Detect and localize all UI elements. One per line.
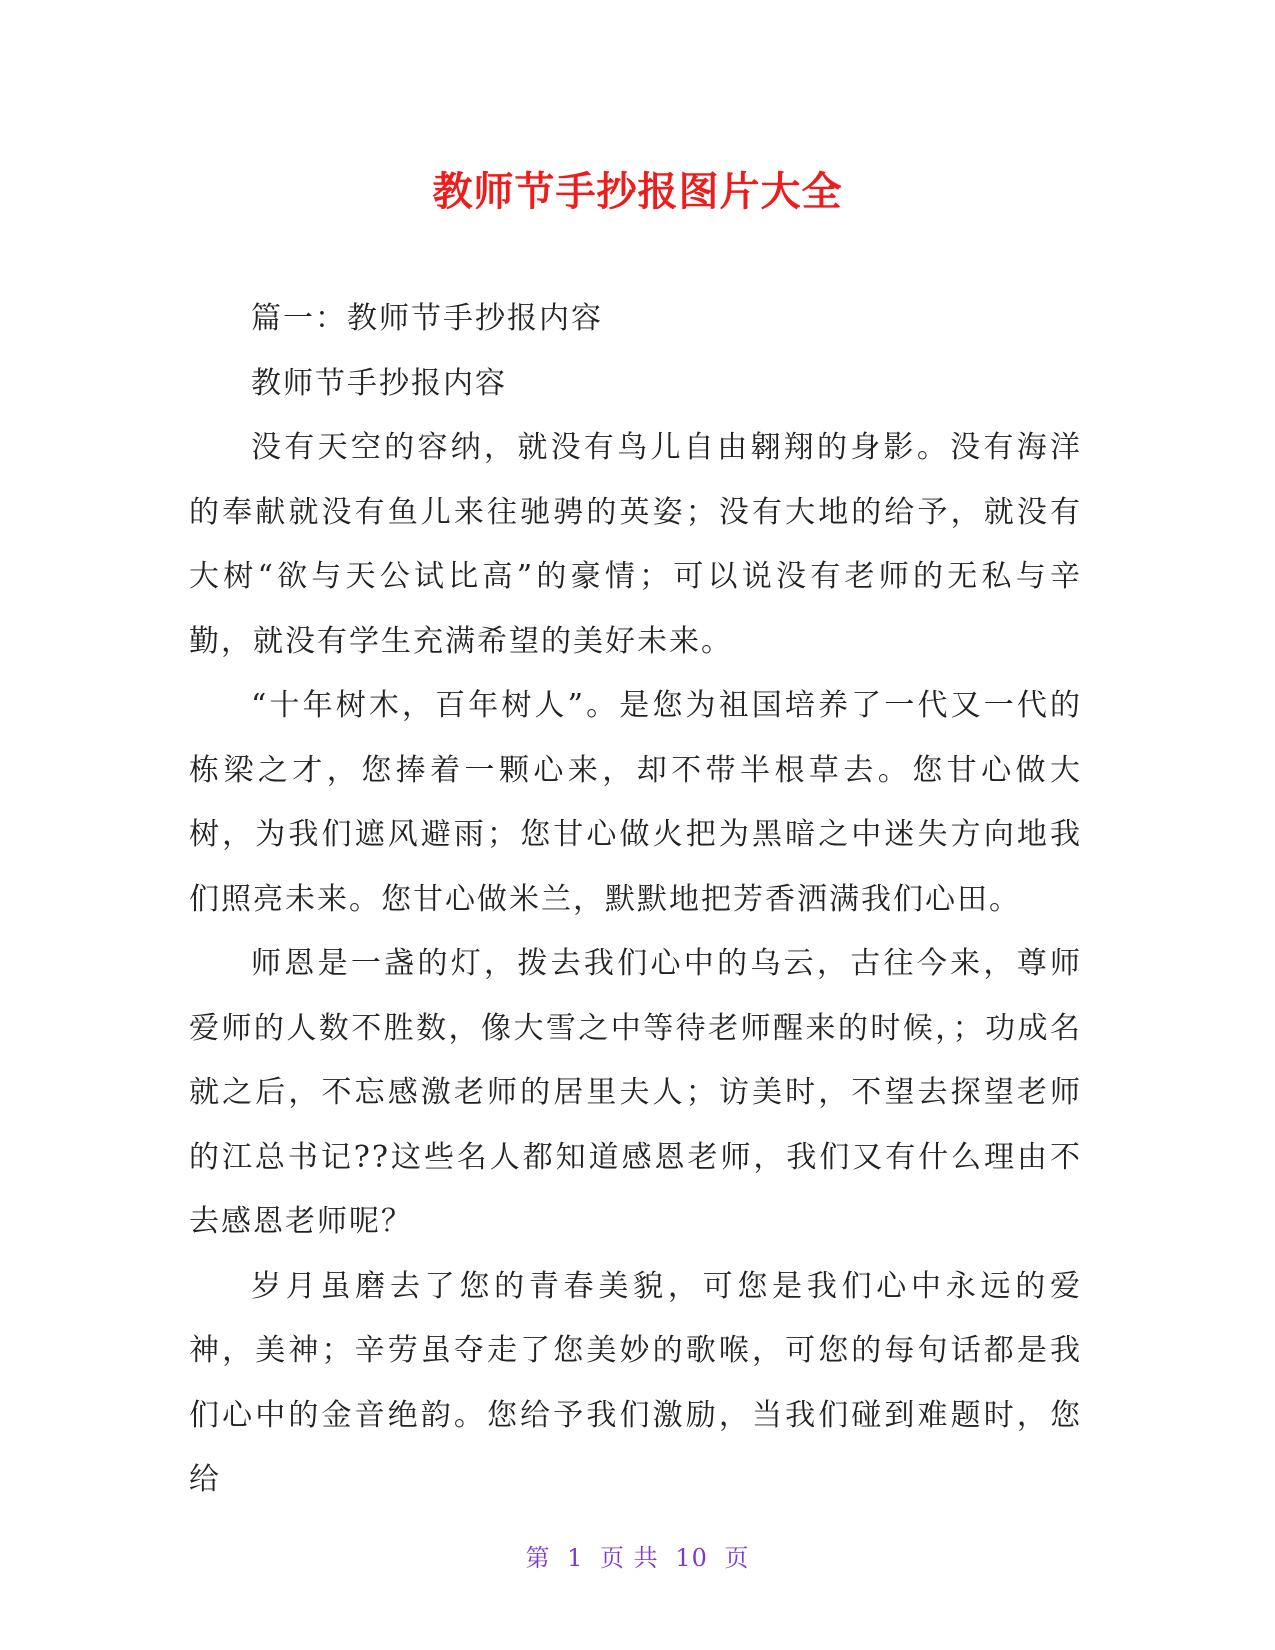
document-body [189,287,1082,1513]
page-footer [0,1538,1275,1573]
paragraph: 师恩是一盏的灯，拨去我们心中的乌云，古往今来，尊师爱师的人数不胜数，像大雪之中等待老师醒来的时候，；功成名就之后，不忘感激老师的居里夫人；访美时，不望去探望老师的江总书记??这些名人都知道感恩老师，我们又有什么理由不去感恩老师呢？ [189,946,1082,1239]
paragraph: 没有天空的容纳，就没有鸟儿自由翱翔的身影。没有海洋的奉献就没有鱼儿来往驰骋的英姿；没有大地的给予，就没有大树“欲与天公试比高”的豪情；可以说没有老师的无私与辛勤，就没有学生充满希望的美好未来。 [189,430,1082,659]
section-heading: 篇一：教师节手抄报内容 [251,301,603,336]
subheading: 教师节手抄报内容 [251,365,507,401]
footer-suffix: 页 [724,1544,750,1572]
footer-page-number: 1 [567,1544,584,1572]
paragraph: 岁月虽磨去了您的青春美貌，可您是我们心中永远的爱神，美神；辛劳虽夺走了您美妙的歌喉，可您的每句话都是我们心中的金音绝韵。您给予我们激励，当我们碰到难题时，您给 [189,1268,1082,1497]
paragraph: “十年树木，百年树人”。是您为祖国培养了一代又一代的栋梁之才，您捧着一颗心来，却不带半根草去。您甘心做大树，为我们遮风避雨；您甘心做火把为黑暗之中迷失方向地我们照亮未来。您甘心做米兰，默默地把芳香洒满我们心田。 [189,688,1082,917]
document-title: 教师节手抄报图片大全 [432,169,843,215]
footer-prefix: 第 [525,1544,551,1572]
footer-middle: 页 共 [600,1544,659,1572]
footer-total-pages: 10 [675,1544,708,1572]
